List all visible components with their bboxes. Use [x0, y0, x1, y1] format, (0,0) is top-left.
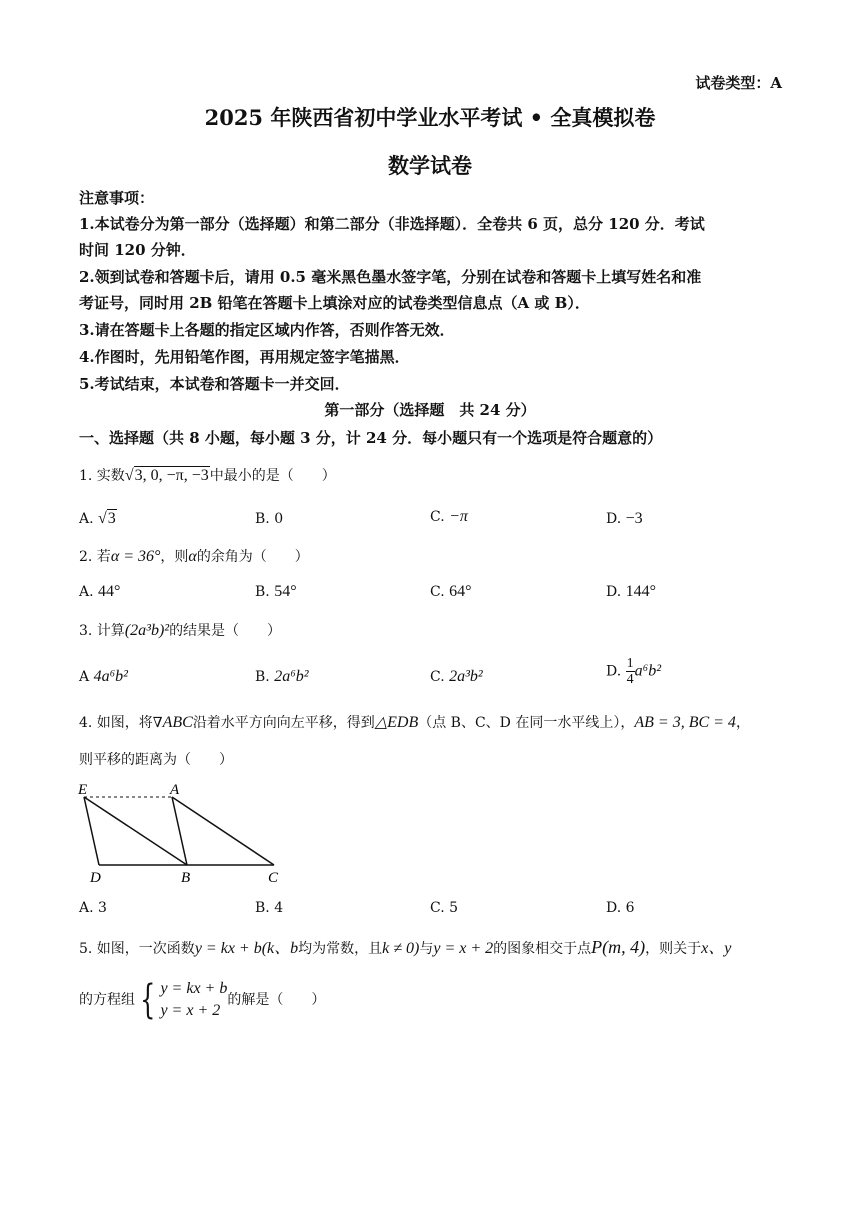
q4-option-d: D. 6 — [606, 900, 635, 916]
q1-prefix: 1. 实数 — [79, 468, 125, 484]
label-a: A — [170, 782, 180, 798]
notice-heading: 注意事项： — [79, 189, 155, 207]
label-b: B — [181, 870, 191, 886]
q4-option-c: C. 5 — [430, 900, 459, 916]
q1-option-d: D. −3 — [606, 510, 643, 527]
notice-item-4: 4.作图时，先用铅笔作图，再用规定签字笔描黑． — [79, 348, 410, 366]
exam-subtitle: 数学试卷 — [388, 153, 472, 178]
segment-eb — [84, 797, 187, 865]
q3-option-c: C. 2a³b² — [430, 668, 483, 685]
exam-title: 2025 年陕西省初中学业水平考试 • 全真模拟卷 — [204, 105, 656, 130]
q4-translation-figure — [70, 778, 290, 888]
q2-option-c: C. 64° — [430, 583, 472, 600]
q4-option-b: B. 4 — [255, 900, 284, 916]
label-d: D — [90, 870, 101, 886]
q1-option-a: A. √3 — [79, 510, 116, 527]
q2-option-a: A. 44° — [79, 583, 121, 600]
notice-item-2a: 2.领到试卷和答题卡后，请用 0.5 毫米黑色墨水签字笔，分别在试卷和答题卡上填写姓名和准 — [79, 268, 702, 286]
q2-option-b: B. 54° — [255, 583, 297, 600]
question-5-line-1: 5. 如图，一次函数y = kx + b(k、b均为常数，且k ≠ 0)与y = x + 2的图象相交于点P(m, 4)，则关于x、y — [79, 937, 732, 957]
label-c: C — [268, 870, 279, 886]
q5-equation-system: y = kx + b y = x + 2 — [160, 980, 228, 1019]
question-3: 3. 计算(2a³b)²的结果是（ ） — [79, 622, 282, 639]
q3-expression: (2a³b)² — [124, 622, 170, 639]
question-5-line-2: 的方程组 { y = kx + b y = x + 2 的解是（ ） — [79, 977, 326, 1023]
q1-option-c: C. −π — [430, 508, 468, 525]
notice-item-3: 3.请在答题卡上各题的指定区域内作答，否则作答无效． — [79, 321, 455, 339]
q3-option-b: B. 2a⁶b² — [255, 668, 309, 685]
question-4-line-1: 4. 如图，将∇ABC沿着水平方向向左平移，得到△EDB（点 B、C、D 在同一水平线上），AB = 3, BC = 4， — [79, 714, 750, 731]
q1-expression: √3, 0, −π, −3 — [124, 467, 209, 484]
q1-option-b: B. 0 — [255, 511, 284, 527]
section-one-heading: 一、选择题（共 8 小题，每小题 3 分，计 24 分．每小题只有一个选项是符合题意的） — [79, 429, 663, 447]
question-2: 2. 若α = 36°，则α的余角为（ ） — [79, 548, 309, 565]
q3-option-d: D. $\frac{1}{4}$ a⁶b² — [606, 656, 661, 687]
question-4-line-2: 则平移的距离为（ ） — [79, 752, 233, 768]
q3-option-a: A 4a⁶b² — [79, 668, 128, 685]
segment-ed — [84, 797, 99, 865]
q2-option-d: D. 144° — [606, 583, 657, 600]
notice-item-2b: 考证号，同时用 2B 铅笔在答题卡上填涂对应的试卷类型信息点（A 或 B）． — [79, 294, 590, 312]
label-e: E — [78, 782, 88, 798]
notice-item-5: 5.考试结束，本试卷和答题卡一并交回． — [79, 375, 350, 393]
segment-ab — [172, 797, 187, 865]
q1-suffix: 中最小的是（ ） — [209, 468, 336, 484]
q2-condition: α = 36° — [110, 548, 161, 565]
paper-type-label: 试卷类型：A — [695, 74, 782, 92]
notice-item-1a: 1.本试卷分为第一部分（选择题）和第二部分（非选择题）．全卷共 6 页，总分 120 分．考试 — [79, 215, 705, 233]
segment-ac — [172, 797, 274, 865]
notice-item-1b: 时间 120 分钟． — [79, 241, 196, 259]
part-one-heading: 第一部分（选择题 共 24 分） — [324, 401, 536, 419]
q4-option-a: A. 3 — [79, 900, 107, 916]
question-1 — [79, 466, 336, 486]
